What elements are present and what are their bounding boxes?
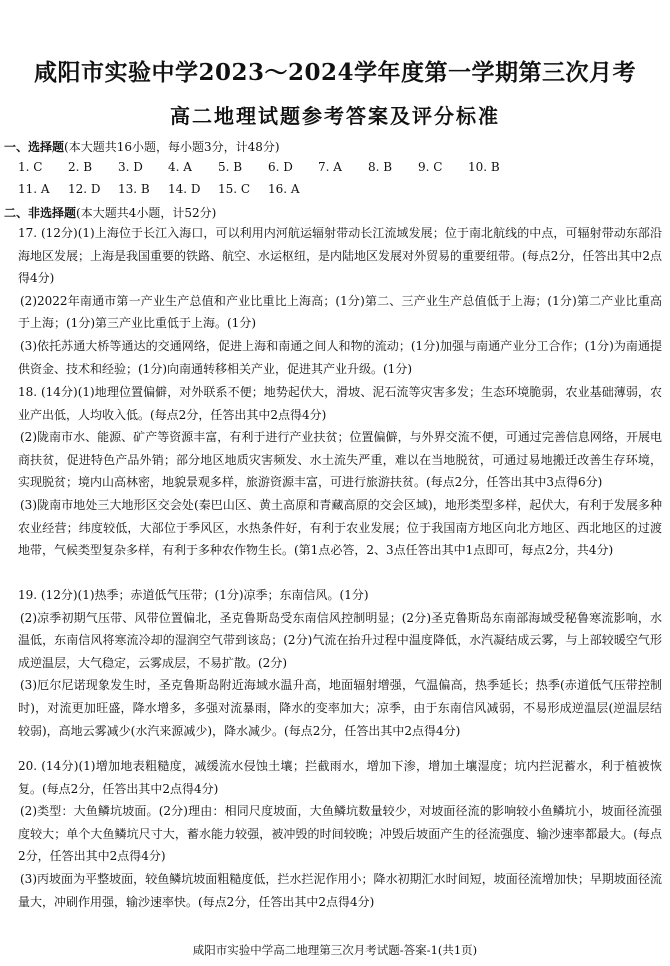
answer-paragraph: (3)丙坡面为平整坡面，较鱼鳞坑坡面粗糙度低，拦水拦泥作用小；降水初期汇水时间短，坡面径流增加快；早期坡面径流量大，冲刷作用强，输沙速率快。(每点2分，任答出其中2点得4分) (18, 871, 662, 909)
section-note: (本大题共4小题，计52分) (76, 206, 217, 220)
question-19 (18, 584, 662, 742)
section-note: (本大题共16小题，每小题3分，计48分) (64, 140, 280, 154)
answer-row-2 (18, 182, 310, 196)
answer-paragraph: 17. (12分)(1)上海位于长江入海口，可以利用内河航运辐射带动长江流域发展；位于南北航线的中点，可辐射带动东部沿海地区发展；上海是我国重要的铁路、航空、水运枢纽，是内陆地区发展对外贸易的重要纽带。(每点2分，任答出其中2点得4分) (18, 226, 662, 286)
answer-item: 7. A (318, 160, 342, 174)
question-18 (18, 381, 662, 562)
answer-paragraph: (2)陇南市水、能源、矿产等资源丰富，有利于进行产业扶贫；位置偏僻，与外界交流不便，可通过完善信息网络，开展电商扶贫，促进特色产品外销；部分地区地质灾害频发、水土流失严重，难以在当地脱贫，可通过易地搬迁改善生存环境，实现脱贫；境内山高林密，地貌景观多样，旅游资源丰富，可进行旅游扶贫。(每点2分，任答出其中3点得6分) (18, 430, 662, 490)
answer-item: 13. B (118, 182, 150, 196)
answer-item: 11. A (18, 182, 50, 196)
section-heading-nonchoice (4, 204, 216, 221)
answer-paragraph: (2)类型：大鱼鳞坑坡面。(2分)理由：相同尺度坡面，大鱼鳞坑数量较少，对坡面径流的影响较小鱼鳞坑小，坡面径流强度较大；单个大鱼鳞坑尺寸大，蓄水能力较强，被冲毁的时间较晚；冲毁后坡面产生的径流强度、输沙速率都最大。(每点2分，任答出其中2点得4分) (18, 804, 662, 864)
page-subtitle: 高二地理试题参考答案及评分标准 (170, 104, 500, 128)
answer-paragraph: 20. (14分)(1)增加地表粗糙度，减缓流水侵蚀土壤；拦截雨水，增加下渗，增加土壤湿度；坑内拦泥蓄水，利于植被恢复。(每点2分，任答出其中2点得4分) (18, 759, 662, 796)
answer-paragraph: 18. (14分)(1)地理位置偏僻，对外联系不便；地势起伏大，滑坡、泥石流等灾害多发；生态环境脆弱，农业基础薄弱，农业产出低，人均收入低。(每点2分，任答出其中2点得4分) (18, 385, 662, 422)
page-footer: 咸阳市实验中学高二地理第三次月考试题-答案-1(共1页) (192, 943, 478, 957)
answer-item: 16. A (268, 182, 300, 196)
answer-paragraph: (3)依托苏通大桥等通达的交通网络，促进上海和南通之间人和物的流动；(1分)加强与南通产业分工合作；(1分)为南通提供资金、技术和经验；(1分)向南通转移相关产业，促进其产业升级。(1分) (18, 338, 662, 376)
answer-item: 14. D (168, 182, 201, 196)
answer-item: 3. D (118, 160, 143, 174)
section-heading-choice (4, 138, 280, 155)
answer-paragraph: (3)厄尔尼诺现象发生时，圣克鲁斯岛附近海域水温升高，地面辐射增强，气温偏高，热季延长；热季(赤道低气压带控制时)，对流更加旺盛，降水增多，多强对流暴雨，降水的变率加大；凉季，由于东南信风减弱，不易形成逆温层(逆温层结较弱)，高地云雾减少(水汽来源减少)，降水减少。(每点2分，任答出其中2点得4分) (18, 678, 662, 738)
answer-item: 6. D (268, 160, 293, 174)
answer-item: 9. C (418, 160, 443, 174)
answer-item: 15. C (218, 182, 251, 196)
question-17 (18, 222, 662, 380)
answer-item: 4. A (168, 160, 192, 174)
answer-paragraph: 19. (12分)(1)热季；赤道低气压带；(1分)凉季；东南信风。(1分) (18, 588, 369, 602)
answer-item: 1. C (18, 160, 43, 174)
section-heading-label: 一、选择题 (4, 140, 65, 154)
answer-item: 12. D (68, 182, 101, 196)
answer-item: 10. B (468, 160, 500, 174)
answer-paragraph: (3)陇南市地处三大地形区交会处(秦巴山区、黄土高原和青藏高原的交会区域)，地形类型多样，起伏大，有利于发展多种农业经营；纬度较低，大部位于季风区，水热条件好，有利于农业发展；位于我国南方地区向北方地区、西北地区的过渡地带，气候类型复杂多样，有利于多种农作物生长。(第1点必答，2、3点任答出其中1点即可，每点2分，共4分) (18, 497, 662, 558)
answer-paragraph: (2)凉季初期气压带、风带位置偏北，圣克鲁斯岛受东南信风控制明显；(2分)圣克鲁斯岛东南部海域受秘鲁寒流影响，水温低，东南信风将寒流冷却的湿润空气带到该岛；(2分)气流在抬升过程中温度降低，水汽凝结成云雾，与上部较暖空气形成逆温层，大气稳定，云雾成层，不易扩散。(2分) (18, 610, 662, 670)
answer-item: 2. B (68, 160, 93, 174)
page-title: 咸阳市实验中学2023～2024学年度第一学期第三次月考 (33, 59, 637, 86)
answer-item: 8. B (368, 160, 393, 174)
question-20 (18, 755, 662, 913)
answer-row-1 (18, 160, 510, 174)
answer-item: 5. B (218, 160, 243, 174)
answer-paragraph: (2)2022年南通市第一产业生产总值和产业比重比上海高；(1分)第二、三产业生产总值低于上海；(1分)第二产业比重高于上海；(1分)第三产业比重低于上海。(1分) (18, 293, 662, 331)
section-heading-label: 二、非选择题 (4, 206, 77, 220)
